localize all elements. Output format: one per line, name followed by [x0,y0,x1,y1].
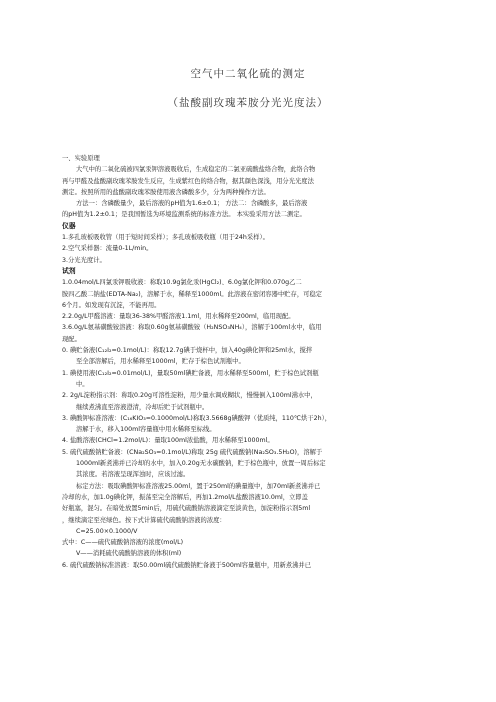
document-body [62,153,462,571]
instrument-item: 3.分光光度计。 [62,256,106,264]
reagent-line: 3. 碘酸钾标准溶液：(C₁₆KIO₃=0.1000mol/L)称取3.5668g碘酸钾（优质纯，110℃烘干2h）， [62,414,332,422]
reagent-line: 2.2.0g/L甲醛溶液：量取36-38%甲醛溶液1.1ml，用水稀释至200ml，临用现配。 [62,313,295,321]
reagent-line: 至全部溶解后，用水稀释至1000ml，贮存于棕色试剂瓶中。 [76,358,245,366]
section-heading-principle: 一、实验原理 [62,155,100,162]
reagent-line: 6. 硫代硫酸钠标准溶液：取50.00ml硫代硫酸钠贮备液于500ml容量瓶中，用新煮沸并已 [62,561,312,569]
formula-legend-line: V——消耗硫代硫酸钠溶液的体积(ml) [76,550,182,558]
reagent-line: 继续煮沸直至溶液澄清，冷却后贮于试剂瓶中。 [76,403,209,411]
principle-line: 的pH值为1.2±0.1；是我国暂选为环境监测系统的标准方法。 本实验采用方法二测定。 [62,211,306,219]
reagent-line: 冷却的水，加1.0g碘化钾，振荡至完全溶解后，再加1.2mol/L盐酸溶液10.0ml，立即盖 [62,493,308,501]
reagent-line: 中。 [76,380,89,388]
reagent-line: 1. 碘使用液(C₁₂I₂=0.01mol/L)，量取50ml碘贮备液，用水稀释至500ml，贮于棕色试剂瓶 [62,369,319,377]
reagent-line: 现配。 [62,335,81,343]
reagent-line: ，继续滴定至亮绿色。按下式计算硫代硫酸钠溶液的浓度： [62,516,226,524]
reagent-line: 3.6.0g/L氨基磺酸铵溶液：称取0.60g氨基磺酸铵（H₂NSO₃NH₄），溶解于100ml水中，临用 [62,324,322,332]
section-heading-instruments: 仪器 [62,221,76,230]
reagent-line: 1.0.04mol/L四氯汞钾吸收液：称取10.9g氯化汞(HgCl₂)、6.0g氯化钾和0.070g乙二 [62,279,302,287]
principle-line: 再与甲醛及盐酸副玫瑰苯胺发生反应，生成紫红色的络合物，据其颜色深浅，用分光光度法 [62,177,314,185]
page-subtitle: （盐酸副玫瑰苯胺分光光度法） [167,97,329,109]
reagent-line: 溶解于水，移入100ml容量瓶中用水稀释至标线。 [76,426,216,434]
reagent-line: 5. 硫代硫酸钠贮备液：(CNa₂SO₃=0.1mol/L)称取 25g 硫代硫酸钠(Na₂SO₃.5H₂O)，溶解于 [62,448,323,456]
reagent-line: 好瓶塞，混匀。在暗处放置5min后，用硫代硫酸钠溶液滴定至淡黄色，加淀粉指示剂5ml [62,505,311,513]
reagent-line: 其浓度。若溶液呈现浑浊时，应该过滤。 [76,471,190,479]
reagent-line: 4. 盐酸溶液(CHCl=1.2mol/L)：量取100ml浓盐酸，用水稀释至1000ml。 [62,437,274,445]
reagent-line: 2. 2g/L淀粉指示剂：称取0.20g可溶性淀粉，用少量水调成糊状，慢慢倒入100ml沸水中， [62,392,317,400]
instrument-item: 2.空气采样器：流量0-1L/min。 [62,245,153,253]
page-title: 空气中二氧化硫的测定 [190,68,306,80]
reagent-line: 胺四乙酸二钠盐(EDTA-Na₂)，溶解于水，稀释至1000ml。此溶液在密闭容器中贮存，可稳定 [62,290,323,298]
formula-line: C=25.00×0.1000/V [76,527,138,535]
principle-line: 测定。按照所用的盐酸副玫瑰苯胺使用液含磷酸多少，分为两种操作方法。 [62,188,270,196]
principle-line: 方法一：含磷酸量少，最后溶液的pH值为1.6±0.1； 方法二：含磷酸多，最后溶液 [76,200,308,208]
instrument-item: 1.多孔玻板吸收管（用于短时间采样）；多孔玻板吸收瓶（用于24h采样）。 [62,234,269,242]
formula-legend-line: 式中：C——硫代硫酸钠溶液的浓度(mol/L) [62,539,184,547]
principle-line: 大气中的二氧化硫被四氯汞钾溶液吸收后，生成稳定的二氯亚硫酸盐络合物，此络合物 [76,166,316,174]
reagent-line: 1000ml新煮沸并已冷却的水中，加入0.20g无水碳酸钠，贮于棕色瓶中，放置一周后标定 [76,460,326,468]
reagent-line: 6个月。如发现有沉淀，不能再用。 [62,301,161,309]
reagent-line: 标定方法：吸取碘酸钾标准溶液25.00ml，置于250ml的碘量瓶中，加70ml新煮沸并已 [76,482,321,490]
reagent-line: 0. 碘贮备液(C₁₂I₂=0.1mol/L)：称取12.7g碘于烧杯中，加入40g碘化钾和25ml水，搅拌 [62,347,313,355]
section-heading-reagents: 试剂 [62,266,76,275]
